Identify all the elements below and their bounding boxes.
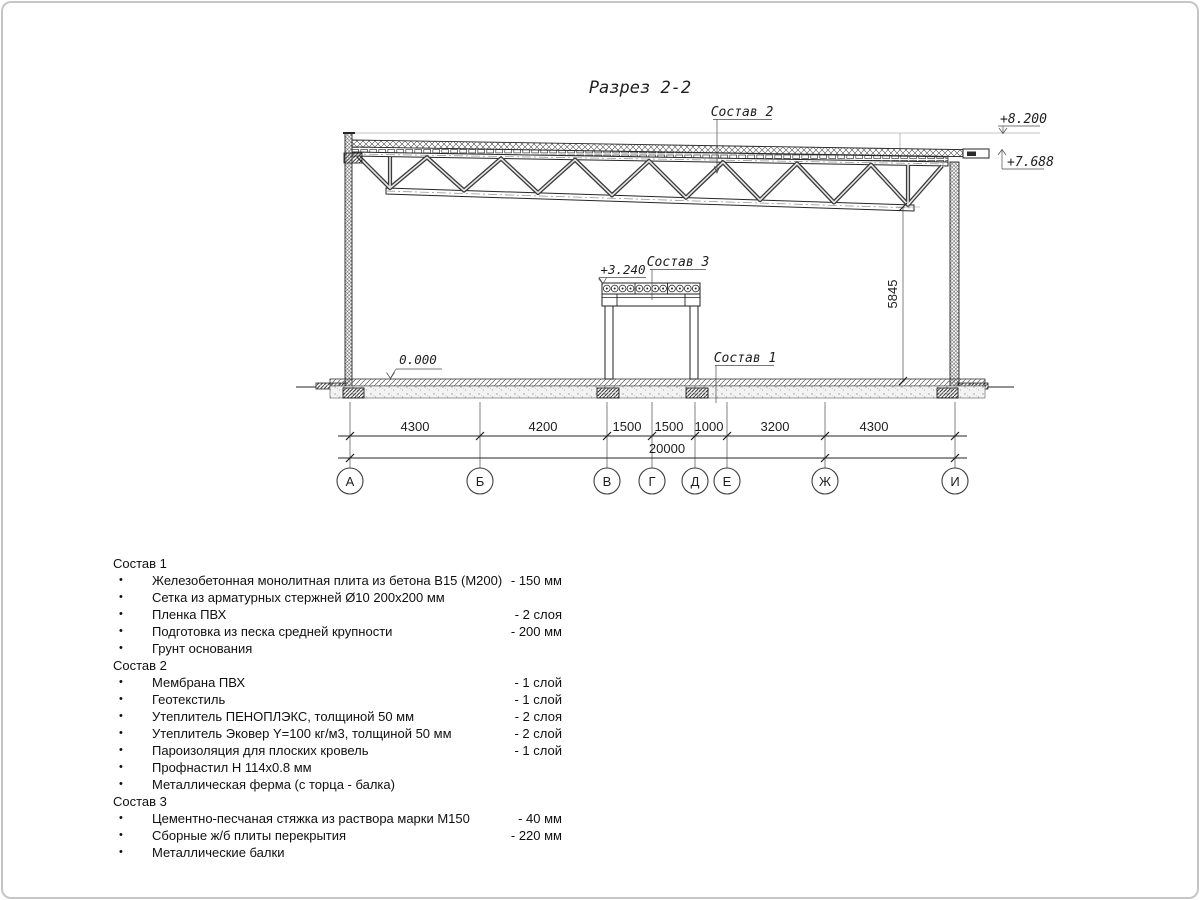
- list-item: [113, 708, 562, 725]
- item-text: Сборные ж/б плиты перекрытия: [152, 828, 347, 843]
- axis-label: А: [345, 474, 355, 489]
- mezzanine: [602, 283, 700, 379]
- axis-label: Е: [722, 474, 732, 489]
- item-value: - 220 мм: [510, 828, 562, 843]
- list-item: [113, 674, 562, 691]
- bullet-icon: •: [119, 710, 123, 722]
- item-text: Профнастил Н 114х0.8 мм: [152, 760, 312, 775]
- mezzanine-column-right: [690, 306, 698, 379]
- bullet-icon: •: [119, 642, 123, 654]
- item-value: - 150 мм: [510, 573, 562, 588]
- pad-left-wall: [343, 388, 364, 398]
- list-item: [113, 606, 562, 623]
- floor-slab: [296, 379, 1014, 398]
- elevation-roof-edge: +7.688: [1007, 155, 1054, 170]
- item-value: - 2 слой: [514, 726, 562, 741]
- elevation-mezzanine: +3.240: [600, 262, 646, 277]
- label-sostav-3: Состав 3: [646, 255, 710, 270]
- drawing-title: Разрез 2-2: [588, 78, 692, 98]
- list-item: [113, 725, 562, 742]
- item-text: Цементно-песчаная стяжка из раствора марки М150: [152, 811, 470, 826]
- pad-right-wall: [937, 388, 958, 398]
- right-wall: [950, 162, 959, 388]
- axis-label: Д: [690, 474, 700, 489]
- item-value: - 2 слоя: [514, 607, 562, 622]
- list-item: [113, 844, 562, 861]
- label-sostav-2: Состав 2: [710, 105, 774, 120]
- axis-label: Ж: [818, 474, 832, 489]
- bullet-icon: •: [119, 761, 123, 773]
- axis-label: В: [602, 474, 612, 489]
- axis-label: Г: [648, 474, 656, 489]
- item-value: - 1 слой: [514, 675, 562, 690]
- item-text: Мембрана ПВХ: [152, 675, 246, 690]
- bullet-icon: •: [119, 727, 123, 739]
- pad-column-left: [597, 388, 619, 398]
- dim-segment-label: 1000: [694, 419, 724, 434]
- dim-height-label: 5845: [885, 279, 900, 309]
- elevation-floor: 0.000: [399, 352, 437, 367]
- axis-label: Б: [475, 474, 485, 489]
- item-text: Железобетонная монолитная плита из бетона В15 (М200): [152, 573, 503, 588]
- dim-segment-label: 3200: [760, 419, 790, 434]
- item-text: Сетка из арматурных стержней Ø10 200х200 мм: [152, 590, 445, 605]
- list-item: [113, 572, 562, 589]
- list-item: [113, 827, 562, 844]
- roof-truss: [344, 152, 948, 211]
- item-text: Утеплитель ПЕНОПЛЭКС, толщиной 50 мм: [152, 709, 415, 724]
- vertical-dimension: [885, 203, 920, 385]
- item-value: - 1 слой: [514, 692, 562, 707]
- item-value: - 1 слой: [514, 743, 562, 758]
- axis-label: И: [950, 474, 960, 489]
- bullet-icon: •: [119, 676, 123, 688]
- bullet-icon: •: [119, 846, 123, 858]
- bullet-icon: •: [119, 591, 123, 603]
- item-text: Пленка ПВХ: [152, 607, 227, 622]
- mezzanine-column-left: [605, 306, 613, 379]
- bullet-icon: •: [119, 608, 123, 620]
- dim-segment-label: 4300: [859, 419, 889, 434]
- axis-bubbles: [337, 468, 968, 494]
- bullet-icon: •: [119, 744, 123, 756]
- roof-edge-cap-core: [967, 152, 976, 157]
- list-item: [113, 623, 562, 640]
- floor-sand-band: [330, 386, 985, 398]
- list-item: [113, 589, 562, 606]
- composition-2-header: Состав 2: [113, 658, 167, 673]
- label-sostav-1: Состав 1: [713, 351, 777, 366]
- item-value: - 2 слоя: [514, 709, 562, 724]
- item-text: Геотекстиль: [152, 692, 226, 707]
- dim-segment-label: 4300: [400, 419, 430, 434]
- list-item: [113, 691, 562, 708]
- composition-specifications: [113, 555, 562, 861]
- item-text: Подготовка из песка средней крупности: [152, 624, 393, 639]
- item-text: Утеплитель Эковер Y=100 кг/м3, толщиной 50 мм: [152, 726, 452, 741]
- pad-column-right: [686, 388, 708, 398]
- dimension-lines: [338, 402, 967, 468]
- list-item: [113, 742, 562, 759]
- item-text: Грунт основания: [152, 641, 253, 656]
- item-text: Металлические балки: [152, 845, 285, 860]
- bullet-icon: •: [119, 812, 123, 824]
- composition-3-header: Состав 3: [113, 794, 167, 809]
- item-value: - 40 мм: [518, 811, 562, 826]
- item-text: Пароизоляция для плоских кровель: [152, 743, 369, 758]
- list-item: [113, 776, 562, 793]
- dim-total-label: 20000: [648, 441, 686, 456]
- bullet-icon: •: [119, 574, 123, 586]
- item-value: - 200 мм: [510, 624, 562, 639]
- dim-segment-label: 4200: [528, 419, 558, 434]
- dim-segment-label: 1500: [654, 419, 684, 434]
- bullet-icon: •: [119, 625, 123, 637]
- left-wall: [345, 133, 352, 388]
- list-item: [113, 810, 562, 827]
- elevation-parapet: +8.200: [1000, 112, 1047, 127]
- list-item: [113, 640, 562, 657]
- dim-segment-label: 1500: [612, 419, 642, 434]
- item-text: Металлическая ферма (с торца - балка): [152, 777, 395, 792]
- composition-1-header: Состав 1: [113, 556, 167, 571]
- bullet-icon: •: [119, 829, 123, 841]
- floor-concrete-band: [330, 379, 985, 386]
- bullet-icon: •: [119, 693, 123, 705]
- bullet-icon: •: [119, 778, 123, 790]
- list-item: [113, 759, 562, 776]
